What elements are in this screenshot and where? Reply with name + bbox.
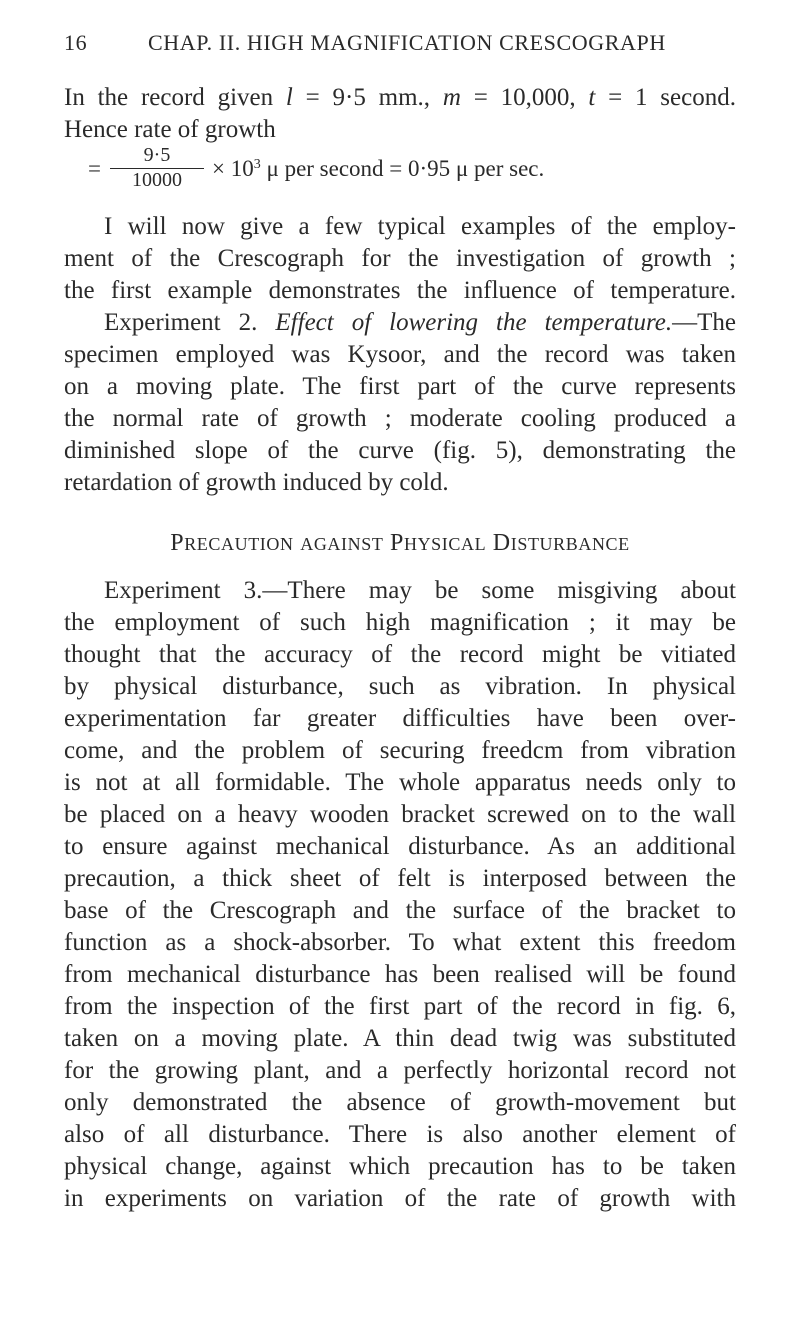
experiment3-line: from the inspection of the first part of the record in fig. 6, <box>64 993 736 1020</box>
experiment3-line: for the growing plant, and a perfectly horizontal record not <box>64 1057 736 1084</box>
experiment3-line: by physical disturbance, such as vibration. In physical <box>64 673 736 700</box>
experiment3-line: be placed on a heavy wooden bracket screwed on to the wall <box>64 801 736 828</box>
section-heading: PRECAUTION AGAINST PHYSICAL DISTURBANCE <box>170 530 630 556</box>
experiment3-line: physical change, against which precaution has to be taken <box>64 1153 736 1180</box>
page-header <box>64 30 744 64</box>
fraction-numerator: 9·5 <box>143 144 171 166</box>
experiment2-line: diminished slope of the curve (fig. 5), demonstrating the <box>64 437 736 464</box>
experiment3-line: come, and the problem of securing freedcm from vibration <box>64 737 736 764</box>
experiment2-title: Effect of lowering the temperature. <box>275 309 673 336</box>
experiment2-line: specimen employed was Kysoor, and the record was taken <box>64 341 736 368</box>
experiment2-label: Experiment 2. <box>104 309 258 336</box>
experiment3-line: function as a shock-absorber. To what extent this freedom <box>64 929 736 956</box>
experiment2-first-line <box>104 307 736 339</box>
experiment3-line: from mechanical disturbance has been realised will be found <box>64 961 736 988</box>
paragraph1-line: I will now give a few typical examples of the employ- <box>104 213 736 240</box>
experiment3-line: thought that the accuracy of the record might be vitiated <box>64 641 736 668</box>
experiment3-line: the employment of such high magnification ; it may be <box>64 609 736 636</box>
paragraph1-line: the first example demonstrates the influence of temperature. <box>64 277 736 304</box>
intro-line-2: Hence rate of growth <box>64 116 276 143</box>
experiment3-line: only demonstrated the absence of growth-movement but <box>64 1089 736 1116</box>
experiment3-line: precaution, a thick sheet of felt is interposed between the <box>64 865 736 892</box>
experiment3-line: experimentation far greater difficulties have been over- <box>64 705 736 732</box>
formula-remainder: × $10^3$ μ per second = 0·95 μ per sec. <box>212 156 545 181</box>
experiment3-line: Experiment 3.—There may be some misgiving about <box>104 577 736 604</box>
fraction-denominator: 10000 <box>132 169 182 191</box>
page-number: 16 <box>64 30 88 55</box>
experiment2-line: the normal rate of growth ; moderate cooling produced a <box>64 405 736 432</box>
experiment3-line: base of the Crescograph and the surface of the bracket to <box>64 897 736 924</box>
formula-equals: = <box>88 156 101 181</box>
formula-fraction <box>110 144 204 192</box>
experiment3-line: in experiments on variation of the rate of growth with <box>64 1185 736 1212</box>
paragraph1-line: ment of the Crescograph for the investigation of growth ; <box>64 245 736 272</box>
experiment2-line: on a moving plate. The first part of the curve represents <box>64 373 736 400</box>
experiment2-first-line-tail: —The <box>672 309 736 336</box>
experiment3-line: taken on a moving plate. A thin dead twig was substituted <box>64 1025 736 1052</box>
experiment2-line: retardation of growth induced by cold. <box>64 469 449 496</box>
experiment3-line: is not at all formidable. The whole apparatus needs only to <box>64 769 736 796</box>
growth-rate-formula <box>64 146 744 196</box>
experiment3-line: also of all disturbance. There is also another element of <box>64 1121 736 1148</box>
experiment3-line: to ensure against mechanical disturbance. As an additional <box>64 833 736 860</box>
running-title: CHAP. II. HIGH MAGNIFICATION CRESCOGRAPH <box>148 30 666 55</box>
intro-line-1: In the record given l = 9·5 mm., m = 10,000, t = 1 second. <box>64 84 736 111</box>
